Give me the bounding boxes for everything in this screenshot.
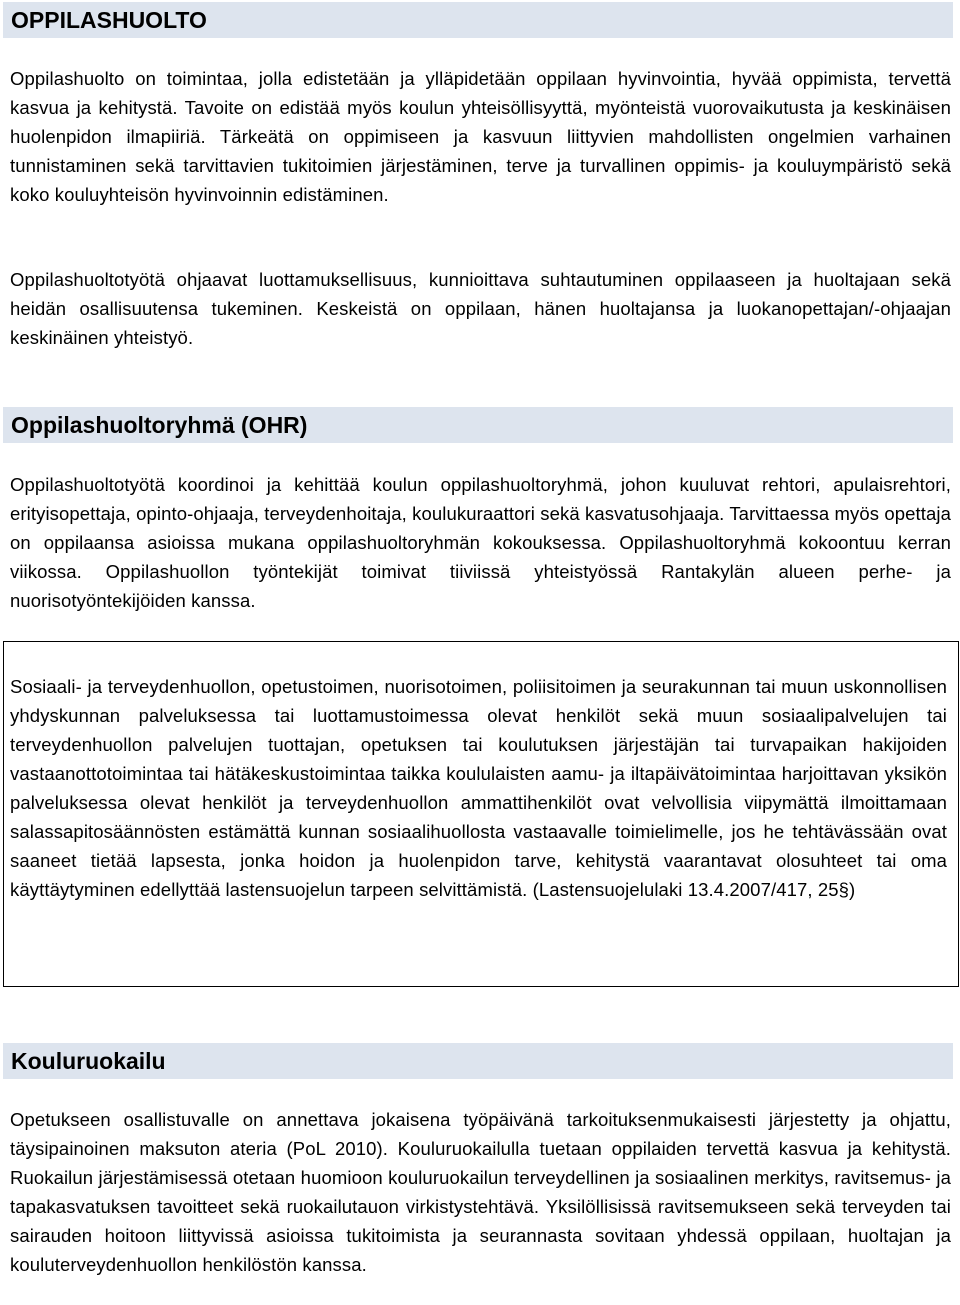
section-heading-kouluruokailu: Kouluruokailu (3, 1043, 953, 1079)
law-quote-box (3, 641, 959, 987)
law-quote-text: Sosiaali- ja terveydenhuollon, opetustoimen, nuorisotoimen, poliisitoimen ja seurakunnan tai muun uskonnollisen yhdyskunnan palveluksessa tai luottamustoimessa olevat henkilöt sekä muun sosiaalipalvelujen tai terveydenhuollon palvelujen tuottajan, opetuksen tai koulutuksen järjestäjän tai turvapaikan hakijoiden vastaanottotoimintaa tai hätäkeskustoimintaa taikka koululaisten aamu- ja iltapäivätoimintaa harjoittavan yksikön palveluksessa olevat henkilöt ja terveydenhuollon ammattihenkilöt ovat velvollisia viipymättä ilmoittamaan salassapitosäännösten estämättä kunnan sosiaalihuollosta vastaavalle toimielimelle, jos he tehtävässään ovat saaneet tietää lapsesta, jonka hoidon ja huolenpidon tarve, kehitystä vaarantavat olosuhteet tai oma käyttäytyminen edellyttää lastensuojelun tarpeen selvittämistä. (Lastensuojelulaki 13.4.2007/417, 25§) (10, 676, 947, 900)
kouluruokailu-paragraph: Opetukseen osallistuvalle on annettava jokaisena työpäivänä tarkoituksenmukaisesti järjestetty ja ohjattu, täysipainoinen maksuton ateria (PoL 2010). Kouluruokailulla tuetaan oppilaiden tervettä kasvua ja kehitystä. Ruokailun järjestämisessä otetaan huomioon kouluruokailun terveydellinen ja sosiaalinen merkitys, ravitsemus- ja tapakasvatuksen tavoitteet sekä ruokailutauon virkistystehtävä. Yksilöllisissä ravitsemukseen sekä terveyden tai sairauden hoitoon liittyvissä asioissa tukitoimista ja seurannasta sovitaan yhdessä oppilaan, huoltajan ja kouluterveydenhuollon henkilöstön kanssa. (10, 1109, 951, 1275)
oppilashuolto-paragraph-1: Oppilashuolto on toimintaa, jolla edistetään ja ylläpidetään oppilaan hyvinvointia, hyvää oppimista, tervettä kasvua ja kehitystä. Tavoite on edistää myös koulun yhteisöllisyyttä, myönteistä vuorovaikutusta ja keskinäisen huolenpidon ilmapiiriä. Tärkeätä on oppimiseen ja kasvuun liittyvien mahdollisten ongelmien varhainen tunnistaminen sekä tarvittavien tukitoimien järjestäminen, terve ja turvallinen oppimis- ja kouluympäristö sekä koko kouluyhteisön hyvinvoinnin edistäminen. (10, 68, 951, 205)
ohr-paragraph: Oppilashuoltotyötä koordinoi ja kehittää koulun oppilashuoltoryhmä, johon kuuluvat rehtori, apulaisrehtori, erityisopettaja, opinto-ohjaaja, terveydenhoitaja, koulukuraattori sekä kasvatusohjaaja. Tarvittaessa myös opettaja on oppilaansa asioissa mukana oppilashuoltoryhmän kokouksessa. Oppilashuoltoryhmä kokoontuu kerran viikossa. Oppilashuollon työntekijät toimivat tiiviissä yhteistyössä Rantakylän alueen perhe- ja nuorisotyöntekijöiden kanssa. (10, 474, 951, 611)
oppilashuolto-paragraph-2: Oppilashuoltotyötä ohjaavat luottamuksellisuus, kunnioittava suhtautuminen oppilaaseen ja huoltajaan sekä heidän osallisuutensa tukeminen. Keskeistä on oppilaan, hänen huoltajansa ja luokanopettajan/-ohjaajan keskinäinen yhteistyö. (10, 269, 951, 348)
section-heading-oppilashuolto: OPPILASHUOLTO (3, 2, 953, 38)
section-heading-ohr: Oppilashuoltoryhmä (OHR) (3, 407, 953, 443)
